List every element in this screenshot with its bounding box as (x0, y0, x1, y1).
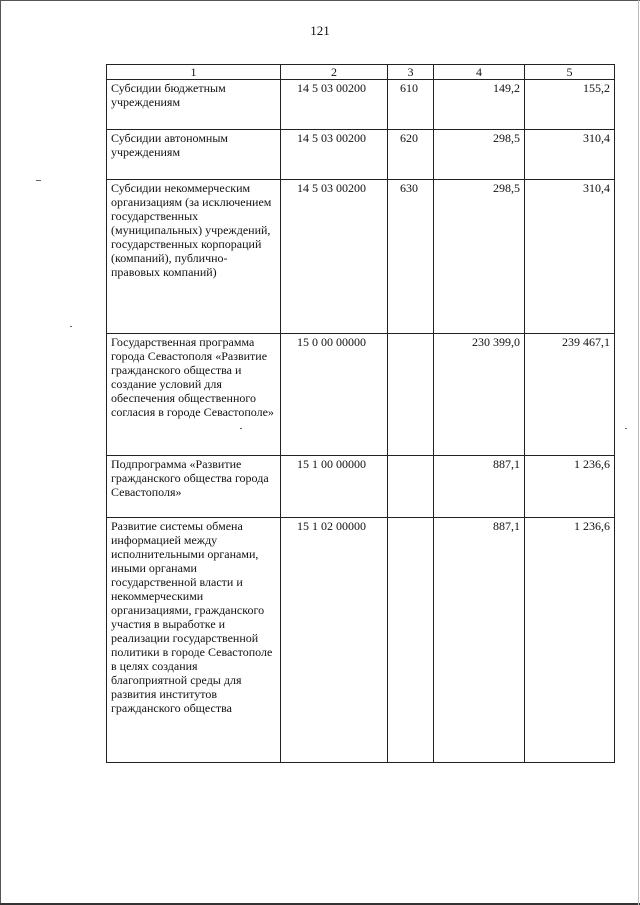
row-value5-cell: 310,4 (525, 180, 615, 334)
row-name-cell: Субсидии бюджетным учреждениям (107, 80, 281, 130)
row-value5-cell: 1 236,6 (525, 518, 615, 763)
row-value4-cell: 149,2 (434, 80, 525, 130)
row-code-cell: 15 1 02 00000 (281, 518, 388, 763)
row-value4-cell: 298,5 (434, 180, 525, 334)
row-name-cell: Субсидии автономным учреждениям (107, 130, 281, 180)
header-cell-1: 1 (107, 65, 281, 80)
page-border-left (0, 0, 1, 905)
row-value4-cell: 887,1 (434, 456, 525, 518)
header-cell-3: 3 (388, 65, 434, 80)
table-row (107, 130, 615, 180)
header-cell-2: 2 (281, 65, 388, 80)
table-header-row (107, 65, 615, 80)
row-value5-cell: 155,2 (525, 80, 615, 130)
table-row (107, 456, 615, 518)
page-border-right (638, 0, 639, 905)
row-type-cell: 620 (388, 130, 434, 180)
row-code-cell: 15 0 00 00000 (281, 334, 388, 456)
table-row (107, 334, 615, 456)
row-value4-cell: 230 399,0 (434, 334, 525, 456)
row-value4-cell: 298,5 (434, 130, 525, 180)
scan-speck (36, 180, 41, 181)
scan-speck (70, 326, 72, 327)
table-row (107, 180, 615, 334)
row-value4-cell: 887,1 (434, 518, 525, 763)
header-cell-5: 5 (525, 65, 615, 80)
row-name-cell: Развитие системы обмена информацией между исполнительными органами, иными органами государственной власти и некоммерческими организациями, гражданского участия в выработке и реализации государственной политики в городе Севастополе в целях создания благоприятной среды для развития институтов гражданского общества (107, 518, 281, 763)
row-code-cell: 14 5 03 00200 (281, 80, 388, 130)
page-number: 121 (310, 23, 330, 38)
row-code-cell: 14 5 03 00200 (281, 180, 388, 334)
row-name-cell: Субсидии некоммерческим организациям (за исключением государственных (муниципальных) учреждений, государственных корпораций (компаний), публично-правовых компаний) (107, 180, 281, 334)
row-type-cell: 630 (388, 180, 434, 334)
table-row (107, 518, 615, 763)
row-value5-cell: 239 467,1 (525, 334, 615, 456)
row-type-cell (388, 456, 434, 518)
row-code-cell: 15 1 00 00000 (281, 456, 388, 518)
page-border-top (0, 0, 640, 1)
scan-speck (625, 428, 627, 429)
budget-table (106, 64, 615, 763)
header-cell-4: 4 (434, 65, 525, 80)
row-value5-cell: 1 236,6 (525, 456, 615, 518)
row-code-cell: 14 5 03 00200 (281, 130, 388, 180)
row-value5-cell: 310,4 (525, 130, 615, 180)
scan-speck (240, 428, 242, 429)
row-name-cell: Государственная программа города Севастополя «Развитие гражданского общества и создание условий для обеспечения общественного согласия в городе Севастополе» (107, 334, 281, 456)
row-type-cell: 610 (388, 80, 434, 130)
row-type-cell (388, 334, 434, 456)
row-name-cell: Подпрограмма «Развитие гражданского общества города Севастополя» (107, 456, 281, 518)
row-type-cell (388, 518, 434, 763)
table-row (107, 80, 615, 130)
